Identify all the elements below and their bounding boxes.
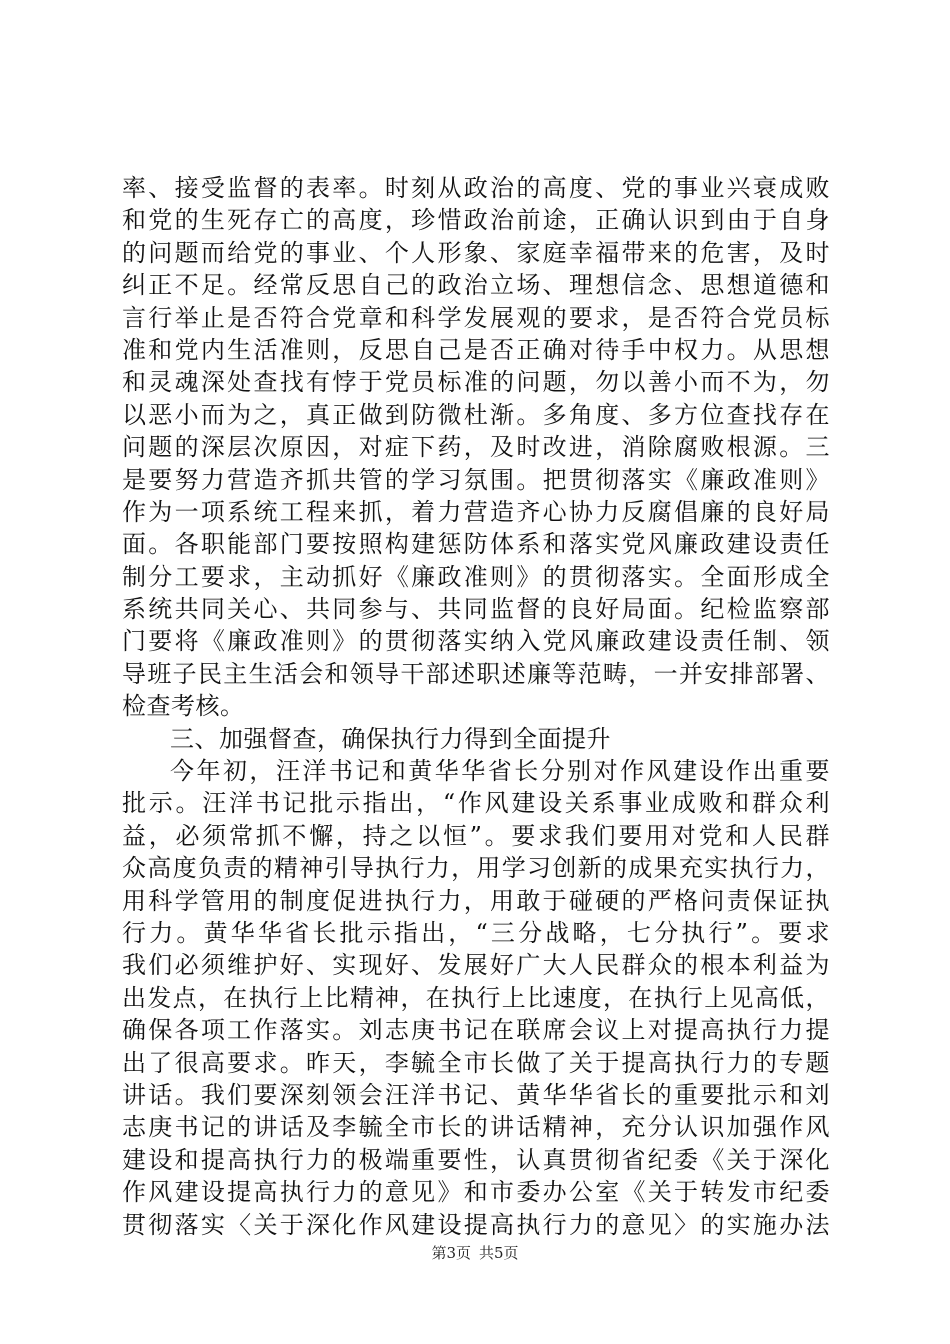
page-number: 第3页	[431, 1244, 471, 1262]
text-line: 准和党内生活准则，反思自己是否正确对待手中权力。从思想	[122, 335, 830, 364]
text-line: 言行举止是否符合党章和科学发展观的要求，是否符合党员标	[122, 303, 830, 332]
text-line: 问题的深层次原因，对症下药，及时改进，消除腐败根源。三	[122, 433, 830, 462]
text-line: 作风建设提高执行力的意见》和市委办公室《关于转发市纪委	[122, 1178, 830, 1207]
text-line: 制分工要求，主动抓好《廉政准则》的贯彻落实。全面形成全	[122, 562, 830, 591]
text-line: 出了很高要求。昨天，李毓全市长做了关于提高执行力的专题	[122, 1048, 830, 1077]
text-line: 出发点，在执行上比精神，在执行上比速度，在执行上见高低，	[122, 983, 830, 1012]
text-line: 是要努力营造齐抓共管的学习氛围。把贯彻落实《廉政准则》	[122, 465, 830, 494]
document-body	[122, 172, 830, 1241]
text-line: 志庚书记的讲话及李毓全市长的讲话精神，充分认识加强作风	[122, 1113, 830, 1142]
section-heading: 三、加强督查，确保执行力得到全面提升	[170, 724, 611, 753]
text-line: 检查考核。	[122, 692, 245, 721]
text-line: 讲话。我们要深刻领会汪洋书记、黄华华省长的重要批示和刘	[122, 1080, 830, 1109]
text-line: 确保各项工作落实。刘志庚书记在联席会议上对提高执行力提	[122, 1016, 830, 1045]
text-line: 和灵魂深处查找有悖于党员标准的问题，勿以善小而不为，勿	[122, 368, 830, 397]
text-line: 的问题而给党的事业、个人形象、家庭幸福带来的危害，及时	[122, 238, 830, 267]
text-line: 批示。汪洋书记批示指出，“作风建设关系事业成败和群众利	[122, 789, 830, 818]
text-line: 我们必须维护好、实现好、发展好广大人民群众的根本利益为	[122, 951, 830, 980]
text-line: 建设和提高执行力的极端重要性，认真贯彻省纪委《关于深化	[122, 1145, 830, 1174]
text-line: 导班子民主生活会和领导干部述职述廉等范畴，一并安排部署、	[122, 659, 830, 688]
text-line: 系统共同关心、共同参与、共同监督的良好局面。纪检监察部	[122, 595, 830, 624]
text-line: 今年初，汪洋书记和黄华华省长分别对作风建设作出重要	[170, 757, 830, 786]
text-line: 行力。黄华华省长批示指出，“三分战略，七分执行”。要求	[122, 918, 830, 947]
text-line: 用科学管用的制度促进执行力，用敢于碰硬的严格问责保证执	[122, 886, 830, 915]
text-line: 益，必须常抓不懈，持之以恒”。要求我们要用对党和人民群	[122, 821, 830, 850]
text-line: 作为一项系统工程来抓，着力营造齐心协力反腐倡廉的良好局	[122, 497, 830, 526]
text-line: 和党的生死存亡的高度，珍惜政治前途，正确认识到由于自身	[122, 206, 830, 235]
text-line: 贯彻落实〈关于深化作风建设提高执行力的意见〉的实施办法	[122, 1210, 830, 1239]
page-total: 共5页	[479, 1244, 519, 1262]
text-line: 面。各职能部门要按照构建惩防体系和落实党风廉政建设责任	[122, 530, 830, 559]
text-line: 门要将《廉政准则》的贯彻落实纳入党风廉政建设责任制、领	[122, 627, 830, 656]
text-line: 众高度负责的精神引导执行力，用学习创新的成果充实执行力，	[122, 854, 830, 883]
page-footer	[0, 1243, 950, 1263]
text-line: 纠正不足。经常反思自己的政治立场、理想信念、思想道德和	[122, 271, 830, 300]
text-line: 以恶小而为之，真正做到防微杜渐。多角度、多方位查找存在	[122, 400, 830, 429]
text-line: 率、接受监督的表率。时刻从政治的高度、党的事业兴衰成败	[122, 174, 830, 202]
